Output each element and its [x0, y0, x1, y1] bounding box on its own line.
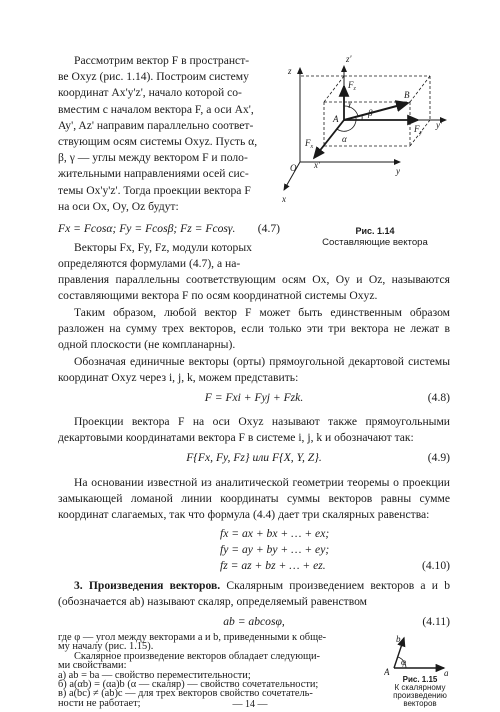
- projections-paragraph: [58, 414, 450, 446]
- text-line: ствующим осям системы Oxyz. Пусть α,: [58, 135, 258, 149]
- text-line: β, γ — углы между вектором F и поло-: [58, 151, 248, 165]
- equation-number: (4.10): [421, 559, 450, 572]
- equation-4-8: [58, 390, 450, 407]
- dot-product-properties: [58, 633, 380, 708]
- svg-text:B: B: [404, 90, 410, 100]
- equation-number: (4.8): [427, 391, 450, 404]
- figure-caption-title: Рис. 1.14: [355, 226, 395, 236]
- paragraph: Таким образом, любой вектор F может быть единственным образом разложен на сумму трех векторов, если только эти три вектора не лежат в одной плоскости (не компланарны).: [58, 306, 450, 352]
- svg-text:A: A: [384, 667, 390, 676]
- theorem-paragraph: [58, 475, 450, 524]
- text-line: координат Ax'y'z', начало которой со-: [58, 86, 242, 100]
- text-line: Рассмотрим вектор F в пространст-: [74, 54, 250, 67]
- text-line: определяются формулами (4.7), а на-: [58, 257, 241, 271]
- equation-text: F{Fx, Fy, Fz} или F{X, Y, Z}.: [186, 451, 322, 464]
- svg-text:φ: φ: [401, 657, 406, 667]
- text-line: Скалярное произведение векторов обладает следующи-: [74, 650, 321, 662]
- svg-text:A: A: [333, 114, 339, 124]
- text-line: в) a(bc) ≠ (ab)c — для трех векторов свойство сочетатель-: [58, 688, 313, 700]
- figure-1-14: [282, 50, 454, 218]
- svg-text:Fx: $F_x$: [305, 138, 314, 150]
- text-line: ми свойствами:: [58, 660, 127, 672]
- text-line: Векторы Fx, Fy, Fz, модули которых: [74, 241, 252, 254]
- figure-caption-text: Составляющие вектора: [322, 237, 428, 248]
- figure-1-15: [384, 632, 452, 676]
- text-line: на оси Ox, Oy, Oz будут:: [58, 199, 179, 213]
- svg-text:x: x: [282, 194, 286, 204]
- text-line: ности не работает;: [58, 697, 141, 709]
- paragraph: Обозначая единичные векторы (орты) прямоугольной декартовой системы координат Oxyz через i, j, k, можем представить:: [58, 355, 450, 385]
- text-line: б) a(αb) = (αa)b (α — скаляр) — свойство сочетательности;: [58, 679, 319, 691]
- figure-1-14-caption: [300, 226, 450, 248]
- text-line: темы Ox'y'z'. Тогда проекции вектора F: [58, 183, 251, 197]
- svg-text:Fz: $F_z$: [348, 80, 356, 92]
- paragraph: правления параллельны соответствующим осям Ox, Oy и Oz, называются составляющими вектора F по осям координатной системы Oxyz.: [58, 273, 450, 303]
- equation-4-11: [58, 614, 450, 631]
- text-line: где φ — угол между векторами a и b, приведенными к обще-: [58, 632, 327, 643]
- page-number: — 14 —: [232, 699, 268, 710]
- svg-text:O: O: [290, 163, 297, 173]
- svg-text:y': y': [436, 120, 442, 130]
- components-paragraph: [58, 272, 450, 304]
- equation-line: fx = ax + bx + … + ex;: [220, 527, 330, 540]
- equation-text: Fx = Fcosα; Fy = Fcosβ; Fz = Fcosγ.: [58, 222, 236, 235]
- paragraph: Проекции вектора F на оси Oxyz называют также прямоугольными декартовыми координатами вектора F в системе i, j, k и обозначают так:: [58, 415, 450, 445]
- svg-text:α: α: [342, 134, 347, 144]
- equation-number: (4.7): [257, 222, 280, 235]
- figure-caption-title: Рис. 1.15: [402, 675, 438, 684]
- paragraph: На основании известной из аналитической геометрии теоремы о проекции замыкающей ломаной линии координаты суммы векторов равны сумме координат слагаемых, так что формула (4.4) дает три скалярных равенства:: [58, 476, 450, 522]
- section-heading: 3. Произведения векторов.: [74, 579, 221, 592]
- equation-number: (4.9): [427, 451, 450, 464]
- text-line: жительными направлениями осей сис-: [58, 167, 249, 181]
- text-line: вместим с началом вектора F, а оси Ax',: [58, 102, 254, 116]
- equation-line: fy = ay + by + … + ey;: [220, 543, 330, 556]
- text-line: ве Oxyz (рис. 1.14). Построим систему: [58, 70, 249, 84]
- axis-label-z: z: [288, 66, 292, 76]
- vector-components-diagram: [282, 50, 454, 218]
- equation-line: fz = az + bz + … + ez.: [220, 559, 326, 572]
- text-line: Ay', Az' направим параллельно соответ-: [58, 118, 254, 132]
- equation-4-7: [58, 221, 280, 238]
- unit-vectors-paragraph: [58, 354, 450, 386]
- svg-text:Fy: $F_y$: [414, 124, 423, 136]
- equation-4-10: [58, 526, 450, 578]
- equation-text: F = Fxi + Fyj + Fzk.: [204, 391, 304, 404]
- equation-text: ab = abcosφ,: [223, 615, 285, 628]
- equation-4-9: [58, 450, 450, 467]
- text-line: а) ab = ba — свойство переместительности;: [58, 669, 251, 681]
- svg-text:z': z': [346, 54, 352, 64]
- equation-number: (4.11): [422, 615, 450, 628]
- svg-text:a: a: [444, 668, 449, 676]
- svg-text:γ: γ: [348, 98, 352, 108]
- dot-product-diagram: [384, 632, 452, 676]
- svg-text:y: y: [396, 166, 400, 176]
- section-text: Скалярным произведением векторов a и b (обозначается ab) называют скаляр, определяемый равенством: [58, 579, 450, 609]
- text-line: му началу (рис. 1.15).: [58, 641, 154, 653]
- svg-text:β: β: [368, 108, 373, 118]
- figure-caption-text: К скалярному произведению векторов: [393, 683, 447, 708]
- svg-text:b: b: [396, 634, 401, 644]
- svg-text:x': x': [314, 160, 320, 170]
- decomposition-paragraph: [58, 305, 450, 354]
- intro-paragraph: [58, 53, 280, 215]
- section-3-paragraph: [58, 578, 450, 610]
- vectors-paragraph: [58, 240, 280, 272]
